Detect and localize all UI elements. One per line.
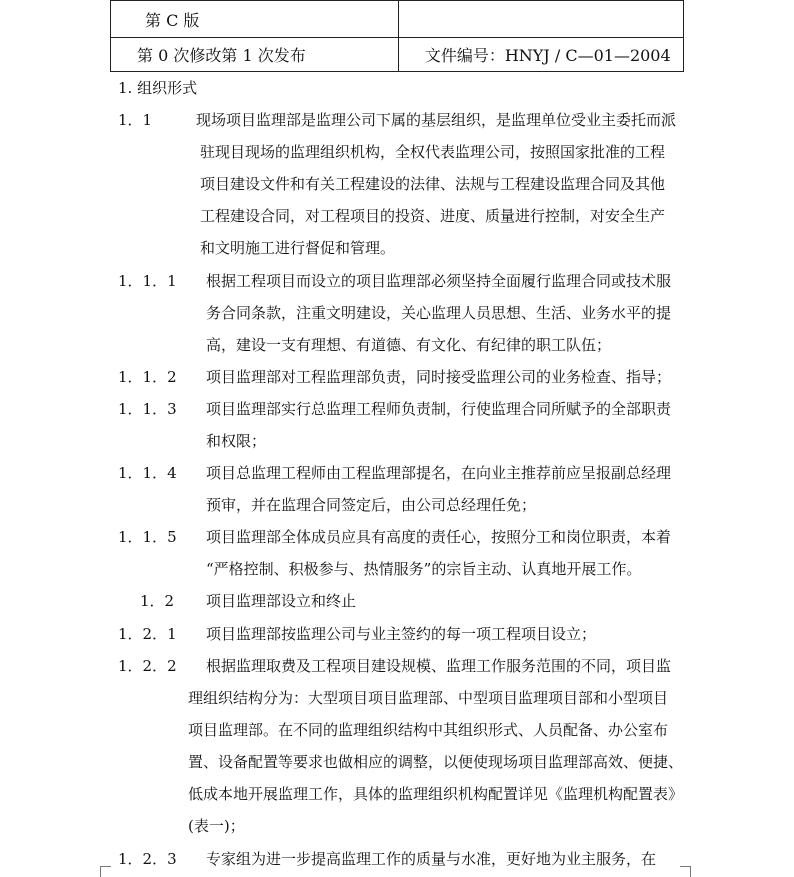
page-corner-mark <box>680 866 691 877</box>
item-text-line: 现场项目监理部是监理公司下属的基层组织，是监理单位受业主委托而派 <box>196 111 677 129</box>
item-text-line: 理组织结构分为：大型项目项目监理部、中型项目监理项目部和小型项目 <box>188 689 669 707</box>
page-corner-mark <box>100 866 111 877</box>
item-text-line: 高，建设一支有理想、有道德、有文化、有纪律的职工队伍； <box>206 336 612 354</box>
item-text-line: 置、设备配置等要求也做相应的调整，以便使现场项目监理部高效、便捷、 <box>188 753 684 771</box>
version-cell: 第 C 版 <box>111 1 399 38</box>
item-text-line: “严格控制、积极参与、热情服务”的宗旨主动、认真地开展工作。 <box>206 560 642 578</box>
section-heading: 1. 组织形式 <box>118 79 198 97</box>
item-number: 1．1．4 <box>118 464 177 482</box>
item-text-line: 项目监理部实行总监理工程师负责制，行使监理合同所赋予的全部职责 <box>206 400 672 418</box>
item-text-line: 和权限； <box>206 432 267 450</box>
item-number: 1．1．1 <box>118 272 177 290</box>
item-text-line: 项目监理部设立和终止 <box>206 592 357 610</box>
blank-cell <box>398 1 683 38</box>
item-text-line: 专家组为进一步提高监理工作的质量与水准，更好地为业主服务，在 <box>206 850 657 868</box>
item-text-line: 项目监理部对工程监理部负责，同时接受监理公司的业务检查、指导； <box>206 368 672 386</box>
item-number: 1．2．3 <box>118 850 177 868</box>
revision-cell: 第 0 次修改第 1 次发布 <box>111 38 399 72</box>
item-text-line: 低成本地开展监理工作，具体的监理组织机构配置详见《监理机构配置表》 <box>188 785 684 803</box>
item-number: 1．1．3 <box>118 400 177 418</box>
item-number: 1．1．2 <box>118 368 177 386</box>
item-text-line: 根据监理取费及工程项目建设规模、监理工作服务范围的不同，项目监 <box>206 657 672 675</box>
item-text-line: 驻现目现场的监理组织机构，全权代表监理公司，按照国家批准的工程 <box>200 143 666 161</box>
item-text-line: 预审，并在监理合同签定后，由公司总经理任免； <box>206 496 537 514</box>
item-number: 1．1．5 <box>118 528 177 546</box>
item-number: 1．2．1 <box>118 625 177 643</box>
item-text-line: (表一)； <box>188 817 245 835</box>
item-text-line: 和文明施工进行督促和管理。 <box>200 239 396 257</box>
item-text-line: 工程建设合同，对工程项目的投资、进度、质量进行控制，对安全生产 <box>200 207 666 225</box>
document-number-cell: 文件编号：HNYJ / C—01—2004 <box>398 38 683 72</box>
item-number: 1．2．2 <box>118 657 177 675</box>
item-text-line: 根据工程项目而设立的项目监理部必须坚持全面履行监理合同或技术服 <box>206 272 672 290</box>
item-text-line: 项目监理部按监理公司与业主签约的每一项工程项目设立； <box>206 625 597 643</box>
item-text-line: 项目监理部。在不同的监理组织结构中其组织形式、人员配备、办公室布 <box>188 721 669 739</box>
item-text-line: 项目建设文件和有关工程建设的法律、法规与工程建设监理合同及其他 <box>200 175 666 193</box>
item-text-line: 项目总监理工程师由工程监理部提名，在向业主推荐前应呈报副总经理 <box>206 464 672 482</box>
item-text-line: 务合同条款，注重文明建设，关心监理人员思想、生活、业务水平的提 <box>206 304 672 322</box>
item-number: 1．1 <box>118 111 153 129</box>
item-text-line: 项目监理部全体成员应具有高度的责任心，按照分工和岗位职责，本着 <box>206 528 672 546</box>
document-header-table <box>110 0 684 72</box>
item-number: 1．2 <box>140 592 175 610</box>
